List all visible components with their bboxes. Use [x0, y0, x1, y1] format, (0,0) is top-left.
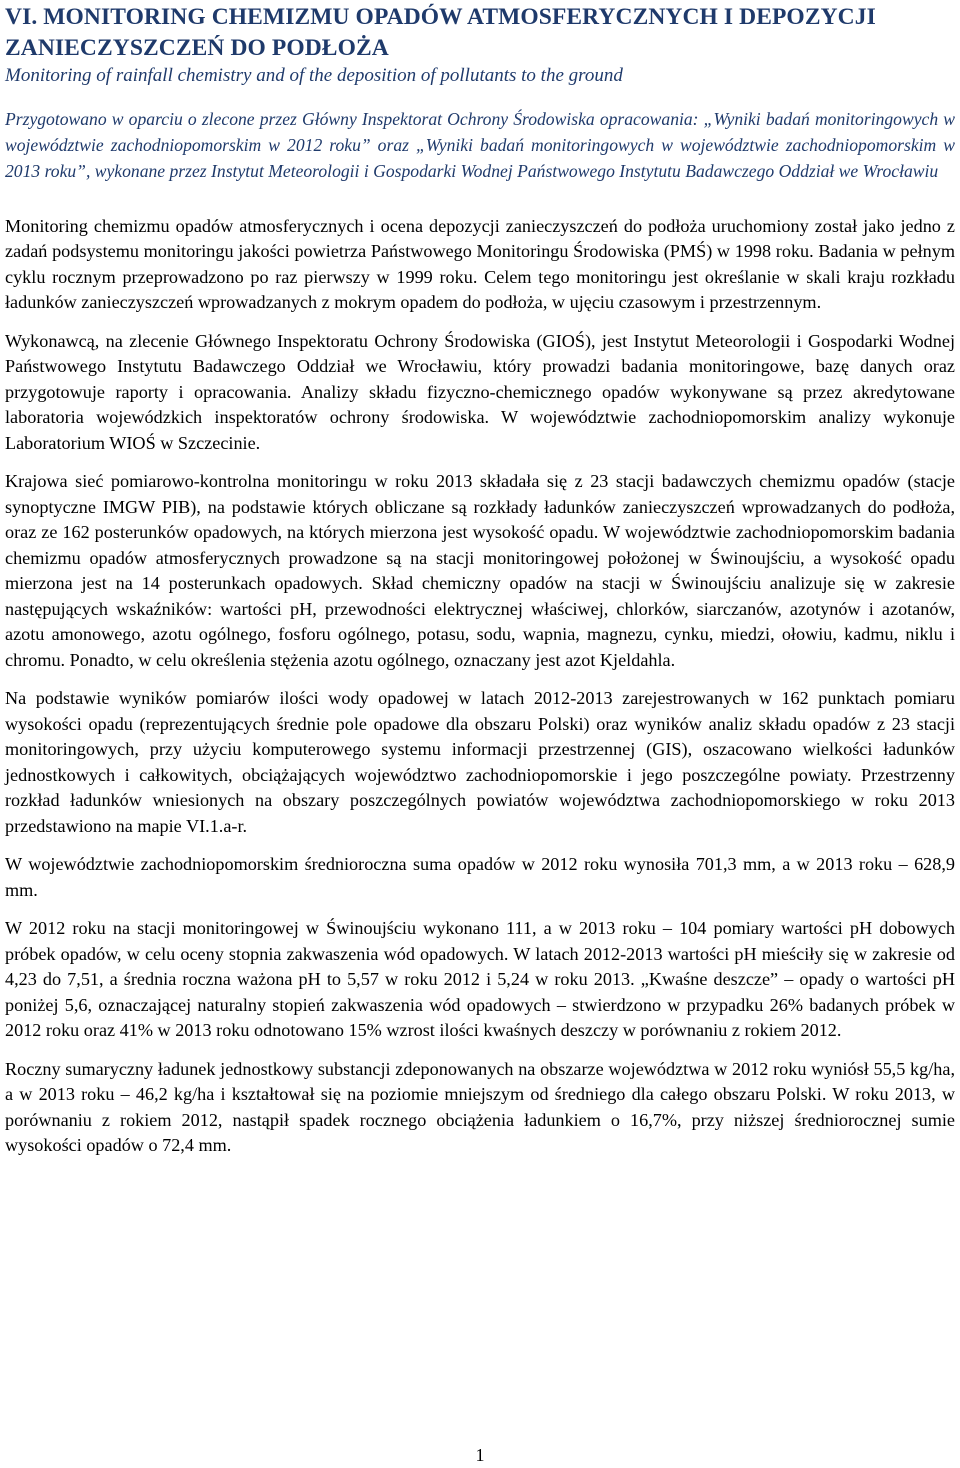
paragraph-network: Krajowa sieć pomiarowo-kontrolna monitoringu w roku 2013 składała się z 23 stacji badawczych chemizmu opadów (stacje synoptyczne IMGW PIB), na podstawie których obliczane są rozkłady ładunków zanieczyszczeń wprowadzanych do podłoża, oraz ze 162 posterunków opadowych, na których mierzona jest wysokość opadu. W województwie zachodniopomorskim badania chemizmu opadów atmosferycznych prowadzone są na stacji monitoringowej położonej w Świnoujściu, a wysokość opadu mierzona jest na 14 posterunkach opadowych. Skład chemiczny opadów na stacji w Świnoujściu analizuje się w zakresie następujących wskaźników: wartości pH, przewodności elektrycznej właściwej, chlorków, siarczanów, azotynów i azotanów, azotu amonowego, azotu ogólnego, fosforu ogólnego, potasu, sodu, wapnia, magnezu, cynku, miedzi, ołowiu, kadmu, niklu i chromu. Ponadto, w celu określenia stężenia azotu ogólnego, oznaczany jest azot Kjeldahla. — [5, 471, 955, 670]
paragraph-monitoring-purpose: Monitoring chemizmu opadów atmosferycznych i ocena depozycji zanieczyszczeń do podłoża uruchomiony został jako jedno z zadań podsystemu monitoringu jakości powietrza Państwowego Monitoringu Środowiska (PMŚ) w 1998 roku. Badania w pełnym cyklu rocznym przeprowadzono po raz pierwszy w 1999 roku. Celem tego monitoringu jest określanie w skali kraju rozkładu ładunków zanieczyszczeń wprowadzanych z mokrym opadem do podłoża, w ujęciu czasowym i przestrzennym. — [5, 215, 955, 313]
paragraph-ph-measurements: W 2012 roku na stacji monitoringowej w Świnoujściu wykonano 111, a w 2013 roku – 104 pomiary wartości pH dobowych próbek opadów, w celu oceny stopnia zakwaszenia wód opadowych. W latach 2012-2013 wartości pH mieściły się w zakresie od 4,23 do 7,51, a średnia roczna ważona pH to 5,57 w roku 2012 i 5,24 w roku 2013. „Kwaśne deszcze” – opady o wartości pH poniżej 5,6, oznaczającej naturalny stopień zakwaszenia wód opadowych – stwierdzono w przypadku 26% badanych próbek w 2012 roku oraz 41% w 2013 roku odnotowano 15% wzrost ilości kwaśnych deszczy w porównaniu z rokiem 2012. — [5, 918, 955, 1041]
paragraph-annual-load: Roczny sumaryczny ładunek jednostkowy substancji zdeponowanych na obszarze województwa w 2012 roku wyniósł 55,5 kg/ha, a w 2013 roku – 46,2 kg/ha i kształtował się na poziomie mniejszym od średniego dla całego obszaru Polski. W roku 2013, w porównaniu z rokiem 2012, nastąpił spadek rocznego obciążenia ładunkiem o 16,7%, przy niższej średniorocznej sumie wysokości opadów o 72,4 mm. — [5, 1058, 955, 1156]
chapter-subtitle-english: Monitoring of rainfall chemistry and of the deposition of pollutants to the ground — [5, 65, 623, 86]
paragraph-precipitation-sum: W województwie zachodniopomorskim średnioroczna suma opadów w 2012 roku wynosiła 701,3 mm, a w 2013 roku – 628,9 mm. — [5, 854, 955, 900]
chapter-title: VI. MONITORING CHEMIZMU OPADÓW ATMOSFERYCZNYCH I DEPOZYCJI ZANIECZYSZCZEŃ DO PODŁOŻA — [5, 4, 876, 61]
paragraph-gis-estimation: Na podstawie wyników pomiarów ilości wody opadowej w latach 2012-2013 zarejestrowanych w 162 punktach pomiaru wysokości opadu (reprezentujących średnie pole opadowe dla obszaru Polski) oraz wyników analiz składu opadów z 23 stacji monitoringowych, przy użyciu komputerowego systemu informacji przestrzennej (GIS), oszacowano wielkości ładunków jednostkowych i całkowitych, obciążających województwo zachodniopomorskie i jego poszczególne powiaty. Przestrzenny rozkład ładunków wniesionych na obszary poszczególnych powiatów województwa zachodniopomorskiego w roku 2013 przedstawiono na mapie VI.1.a-r. — [5, 688, 955, 836]
source-note: Przygotowano w oparciu o zlecone przez Główny Inspektorat Ochrony Środowiska opracowania: „Wyniki badań monitoringowych w województwie zachodniopomorskim w 2012 roku” oraz „Wyniki badań monitoringowych w województwie zachodniopomorskim w 2013 roku”, wykonane przez Instytut Meteorologii i Gospodarki Wodnej Państwowego Instytutu Badawczego Oddział we Wrocławiu — [5, 109, 955, 182]
page-number: 1 — [475, 1445, 485, 1465]
paragraph-contractor: Wykonawcą, na zlecenie Głównego Inspektoratu Ochrony Środowiska (GIOŚ), jest Instytut Meteorologii i Gospodarki Wodnej Państwowego Instytutu Badawczego Oddział we Wrocławiu, który prowadzi badania monitoringowe, bazę danych oraz przygotowuje raporty i opracowania. Analizy składu fizyczno-chemicznego opadów wykonywane są przez akredytowane laboratoria wojewódzkich inspektoratów ochrony środowiska. W województwie zachodniopomorskim analizy wykonuje Laboratorium WIOŚ w Szczecinie. — [5, 330, 955, 453]
